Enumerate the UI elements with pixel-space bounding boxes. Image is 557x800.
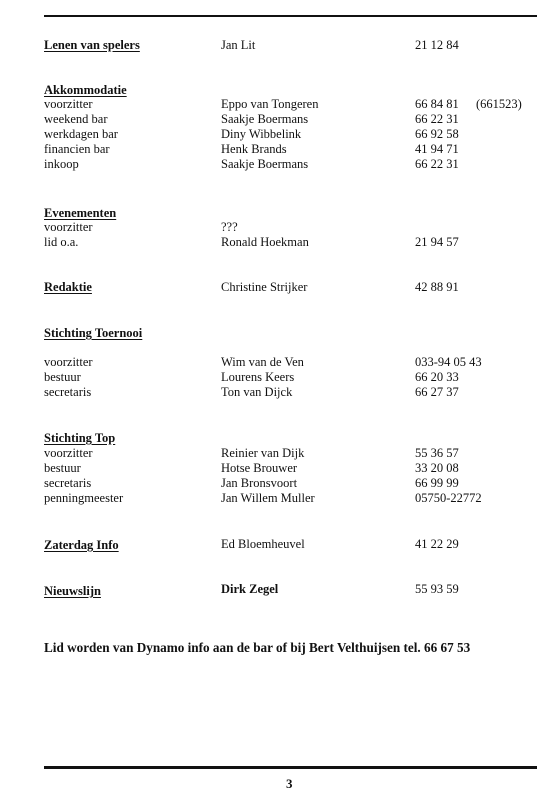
contact-name: Eppo van Tongeren: [221, 97, 319, 111]
contact-phone: 66 27 37: [415, 385, 459, 399]
contact-name: Christine Strijker: [221, 280, 308, 294]
contact-phone: 66 22 31: [415, 112, 459, 126]
contact-role: secretaris: [44, 385, 92, 399]
contact-name: Saakje Boermans: [221, 157, 309, 171]
section-title-lenen: Lenen van spelers: [44, 38, 140, 52]
contact-role: bestuur: [44, 461, 81, 475]
contact-role: lid o.a.: [44, 235, 79, 249]
contact-role: secretaris: [44, 476, 92, 490]
contact-name: Dirk Zegel: [221, 582, 279, 596]
contact-name: Wim van de Ven: [221, 355, 304, 369]
contact-phone: 66 99 99: [415, 476, 459, 490]
contact-role: inkoop: [44, 157, 79, 171]
contact-name: Reinier van Dijk: [221, 446, 305, 460]
contact-phone: 66 92 58: [415, 127, 459, 141]
contact-phone: 55 36 57: [415, 446, 459, 460]
contact-name: Ronald Hoekman: [221, 235, 309, 249]
contact-phone: 05750-22772: [415, 491, 482, 505]
section-title-top: Stichting Top: [44, 431, 116, 445]
contact-role: voorzitter: [44, 220, 93, 234]
contact-phone: 33 20 08: [415, 461, 459, 475]
contact-phone: 66 22 31: [415, 157, 459, 171]
membership-note: Lid worden van Dynamo info aan de bar of bij Bert Velthuijsen tel. 66 67 53: [44, 640, 471, 655]
contact-role: voorzitter: [44, 355, 93, 369]
contact-name: Ton van Dijck: [221, 385, 293, 399]
section-title-redaktie: Redaktie: [44, 280, 92, 294]
section-title-evenementen: Evenementen: [44, 206, 117, 220]
contact-name: Diny Wibbelink: [221, 127, 302, 141]
contact-name: Jan Willem Muller: [221, 491, 315, 505]
contact-name: Ed Bloemheuvel: [221, 537, 305, 551]
contact-phone: 21 12 84: [415, 38, 459, 52]
contact-role: voorzitter: [44, 446, 93, 460]
section-title-akkommodatie: Akkommodatie: [44, 83, 127, 97]
contact-name: Saakje Boermans: [221, 112, 309, 126]
section-title-nieuwslijn: Nieuwslijn: [44, 584, 101, 598]
contact-role: werkdagen bar: [44, 127, 118, 141]
contact-name: Hotse Brouwer: [221, 461, 298, 475]
contact-phone: 66 20 33: [415, 370, 459, 384]
page-number: 3: [286, 776, 293, 791]
section-title-zaterdag: Zaterdag Info: [44, 538, 119, 552]
contact-phone: 66 84 81: [415, 97, 459, 111]
top-rule: [44, 15, 537, 17]
section-title-toernooi: Stichting Toernooi: [44, 326, 143, 340]
contact-phone: 21 94 57: [415, 235, 459, 249]
contact-role: weekend bar: [44, 112, 108, 126]
contact-phone-alt: (661523): [476, 97, 522, 111]
contact-name: Jan Lit: [221, 38, 256, 52]
contact-phone: 55 93 59: [415, 582, 459, 596]
contact-phone: 41 22 29: [415, 537, 459, 551]
contact-phone: 033-94 05 43: [415, 355, 482, 369]
contact-name: Henk Brands: [221, 142, 287, 156]
contact-name: ???: [221, 220, 238, 234]
contact-name: Jan Bronsvoort: [221, 476, 298, 490]
contact-name: Lourens Keers: [221, 370, 295, 384]
contact-phone: 41 94 71: [415, 142, 459, 156]
bottom-rule: [44, 766, 537, 769]
contact-role: financien bar: [44, 142, 110, 156]
contact-role: voorzitter: [44, 97, 93, 111]
contact-role: penningmeester: [44, 491, 124, 505]
contact-role: bestuur: [44, 370, 81, 384]
contact-phone: 42 88 91: [415, 280, 459, 294]
